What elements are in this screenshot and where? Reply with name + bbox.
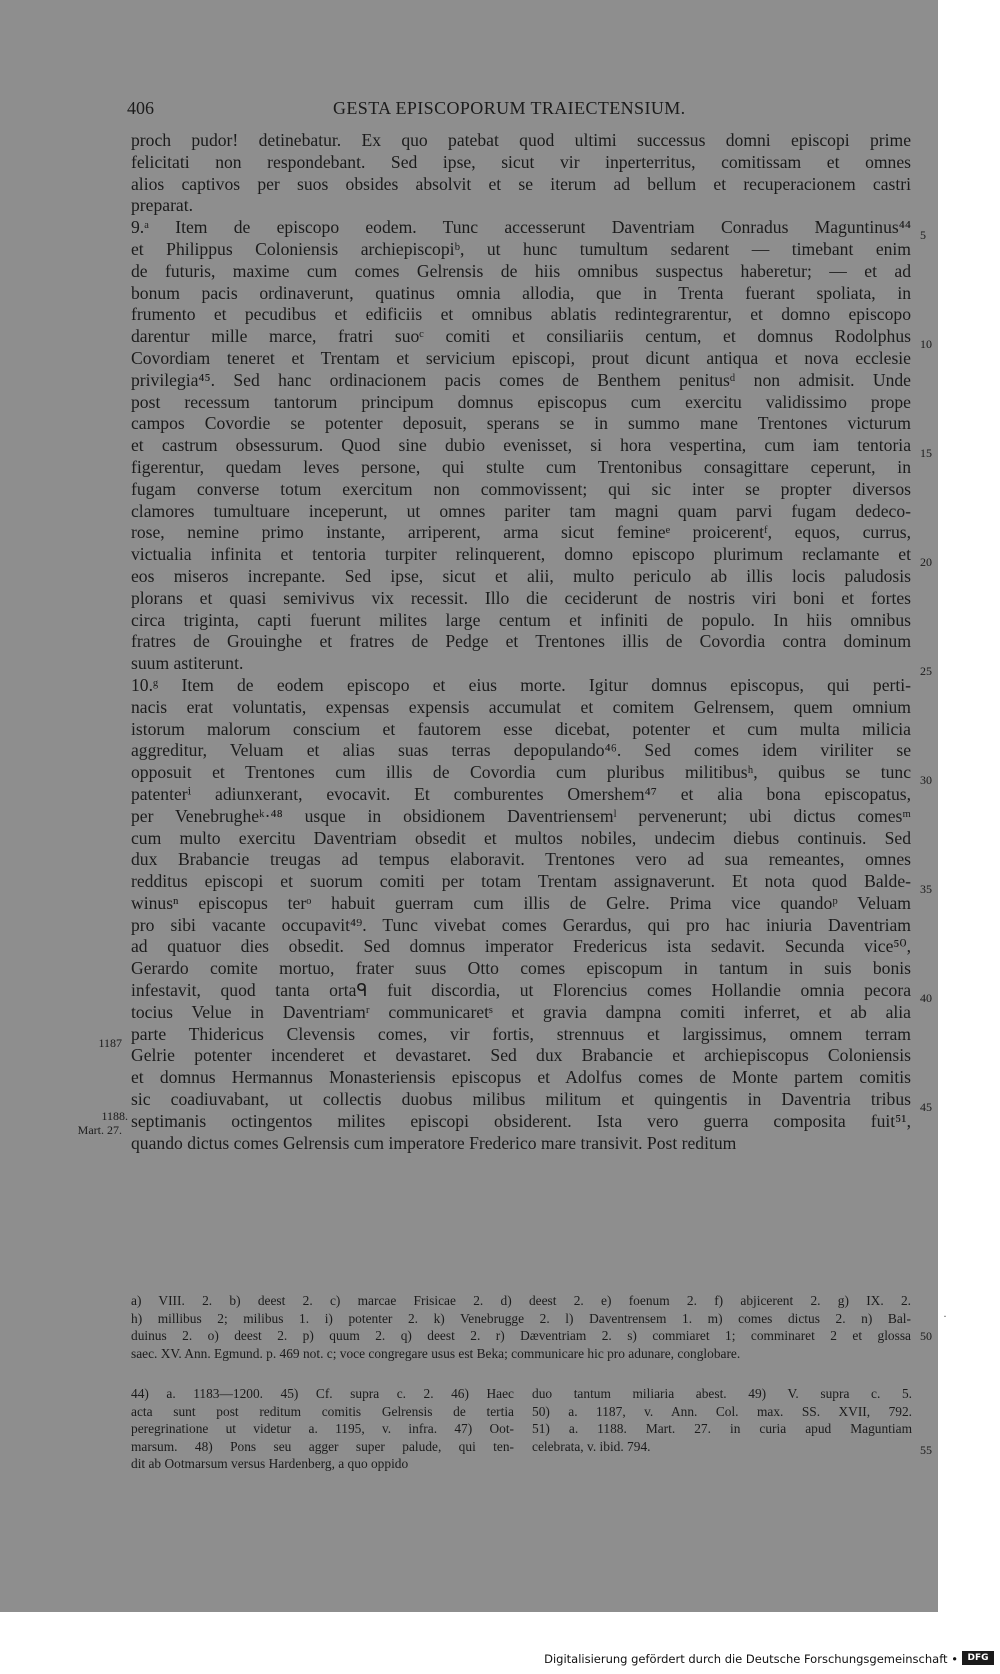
text-line: parte Thidericus Clevensis comes, vir fortis, strennuus et largissimus, omnem terram (131, 1023, 911, 1044)
text-line: septimanis octingentos milites episcopi obsiderent. Ista vero guerra composita fuit⁵¹, (131, 1110, 911, 1131)
text-line: 51) a. 1188. Mart. 27. in curia apud Maguntiam (532, 1421, 912, 1437)
text-line: 50) a. 1187, v. Ann. Col. max. SS. XVII, 792. (532, 1403, 912, 1419)
stray-mark: · (943, 1309, 947, 1323)
line-number: 45 (920, 1100, 932, 1114)
line-number: 10 (920, 337, 932, 351)
line-number: 20 (920, 555, 932, 569)
commentary-notes (0, 1385, 938, 1495)
text-line: Gelrie potenter incenderet et devastaret. Sed dux Brabancie et archiepiscopus Coloniensis (131, 1045, 911, 1066)
margin-date: Mart. 27. (77, 1123, 122, 1137)
line-number: 25 (920, 664, 932, 678)
footer-credit: Digitalisierung gefördert durch die Deutsche Forschungsgemeinschaft • (544, 1652, 958, 1666)
text-line: figerentur, quedam leves persone, qui stulte cum Trentonibus consagittare ceperunt, in (131, 456, 911, 477)
text-line: dit ab Ootmarsum versus Hardenberg, a quo oppido (131, 1456, 409, 1472)
text-line: proch pudor! detinebatur. Ex quo patebat quod ultimi successus domni episcopi prime (131, 130, 911, 150)
line-number: 55 (920, 1443, 932, 1457)
text-line: campos Covordie se potenter deposuit, sperans se in summo mane Trentones victurum (131, 413, 911, 434)
text-line: darentur mille marce, fratri suoᶜ comiti et consiliariis centum, et domnus Rodolphus (131, 326, 911, 347)
text-line: Gerardo comite mortuo, frater suus Otto comes episcopum in tantum in suis bonis (131, 958, 911, 979)
text-line: saec. XV. Ann. Egmund. p. 469 not. c; voce congregare usus est Beka; communicare hic pro adunare, conglobare. (131, 1345, 741, 1361)
text-line: tocius Velue in Daventriamʳ communicaretˢ et gravia dampna comiti inferret, et ab alia (131, 1001, 911, 1022)
text-line: istorum malorum conscium et fautorem esse dicebat, potenter et cum multa milicia (131, 718, 911, 739)
main-text (131, 130, 911, 1154)
text-line: patenterⁱ adiunxerant, evocavit. Et comburentes Omershem⁴⁷ et alia bona episcopatus, (131, 783, 911, 804)
text-line: de futuris, maxime cum comes Gelrensis de hiis omnibus suspectus haberetur; — et ad (131, 260, 911, 281)
page-number: 406 (127, 98, 154, 118)
text-line: preparat. (131, 195, 194, 216)
line-number: 35 (920, 882, 932, 896)
line-number: 15 (920, 446, 932, 460)
text-line: a) VIII. 2. b) deest 2. c) marcae Frisicae 2. d) deest 2. e) foenum 2. f) abjicerent 2. g) IX. 2. (131, 1293, 911, 1308)
line-number: 5 (920, 228, 926, 242)
text-line: alios captivos per suos obsides absolvit et se iterum ad bellum et recuperacionem castri (131, 173, 911, 194)
text-line: clamores tumultuare inceperunt, ut omnes pariter tam magni quam parvi fugam dedeco- (131, 500, 911, 521)
text-line: et Philippus Coloniensis archiepiscopiᵇ, ut hunc tumultum sedarent — timebant enim (131, 238, 911, 259)
text-line: sic coadiuvabant, ut collectis duobus milibus militum et quingentis in Daventria tribus (131, 1089, 911, 1110)
text-line: aggreditur, Veluam et alias suas terras depopulando⁴⁶. Sed comes idem viriliter se (131, 740, 911, 761)
page-header (0, 98, 938, 122)
text-line: cum multo exercitu Daventriam obsedit et multos nobiles, undecim diebus continuis. Sed (131, 827, 911, 848)
text-line: opposuit et Trentones cum illis de Covordia cum pluribus militibusʰ, quibus se tunc (131, 762, 911, 783)
text-line: ad quatuor dies obsedit. Sed domnus imperator Fredericus ista sedavit. Secunda vice⁵⁰, (131, 936, 911, 957)
text-line: pro sibi vacante occupavit⁴⁹. Tunc vivebat comes Gerardus, qui pro hac iniuria Daventriam (131, 914, 911, 935)
text-line: privilegia⁴⁵. Sed hanc ordinacionem pacis comes de Benthem penitusᵈ non admisit. Unde (131, 369, 911, 390)
text-line: bonum pacis ordinaverunt, quatinus omnia allodia, que in Trenta fuerant spoliata, in (131, 282, 911, 303)
text-line: rose, nemine primo instante, arriperent, arma sicut femineᵉ proicerentᶠ, equos, currus, (131, 522, 911, 543)
text-line: felicitati non respondebant. Sed ipse, sicut vir inperterritus, comitissam et omnes (131, 151, 911, 172)
text-line: 9.ᵃ Item de episcopo eodem. Tunc accesserunt Daventriam Conradus Maguntinus⁴⁴ (131, 217, 911, 238)
text-line: acta sunt post reditum comitis Gelrensis de tertia (131, 1403, 514, 1419)
text-line: quando dictus comes Gelrensis cum imperatore Frederico mare transivit. Post reditum (131, 1132, 737, 1153)
text-line: eos miseros increpante. Sed ipse, sicut et alii, multo periculo ab illis locis paludosis (131, 565, 911, 586)
text-line: frumento et pecudibus et edificiis et omnibus ablatis redintegrarentur, et domno episcopo (131, 304, 911, 325)
text-line: 44) a. 1183—1200. 45) Cf. supra c. 2. 46) Haec (131, 1386, 514, 1401)
text-line: peregrinatione ut videtur a. 1195, v. infra. 47) Oot- (131, 1421, 514, 1437)
text-line: h) millibus 2; milibus 1. i) potenter 2. k) Venebrugge 2. l) Daventrensem 1. m) comes dictus 2. n) Bal- (131, 1310, 911, 1326)
text-line: duinus 2. o) deest 2. p) quum 2. q) deest 2. r) Dæventriam 2. s) commiaret 1; comminaret 2 et glossa (131, 1328, 911, 1344)
running-head: GESTA EPISCOPORUM TRAIECTENSIUM. (333, 98, 686, 118)
text-line: et domnus Hermannus Monasteriensis episcopus et Adolfus comes de Monte partem comitis (131, 1067, 911, 1088)
digitization-footer (0, 1612, 1000, 1674)
line-number: 50 (920, 1329, 932, 1343)
line-number: 40 (920, 991, 932, 1005)
text-line: post recessum tantorum principum domnus episcopus cum exercitu validissimo prope (131, 391, 911, 412)
text-line: nacis erat voluntatis, expensas expensis accumulat et comitem Gelrensem, quem omnium (131, 696, 911, 717)
margin-year: 1187 (98, 1036, 122, 1050)
text-line: fratres de Grouinghe et fratres de Pedge et Trentones illis de Covordia contra dominum (131, 631, 911, 652)
text-line: circa triginta, capti fuerunt milites large centum et infiniti de populo. In hiis omnibus (131, 609, 911, 630)
variant-notes (131, 1292, 911, 1362)
text-line: fugam converse totum exercitum non commovissent; qui sic inter se propter diversos (131, 478, 911, 499)
commentary-column-right (532, 1385, 912, 1455)
text-line: per Venebrugheᵏ·⁴⁸ usque in obsidionem Daventriensemˡ pervenerunt; ubi dictus comesᵐ (131, 805, 911, 826)
text-line: infestavit, quod tanta ortaᑫ fuit discordia, ut Florencius comes Hollandie omnia pecora (131, 980, 911, 1001)
text-line: 10.ᵍ Item de eodem episcopo et eius morte. Igitur domnus episcopus, qui perti- (131, 674, 911, 695)
text-line: redditus episcopi et suorum comiti per totam Trentam assignaverunt. Et nota quod Balde- (131, 871, 911, 892)
text-line: winusⁿ episcopus terᵒ habuit guerram cum illis de Gelre. Prima vice quandoᵖ Veluam (131, 892, 911, 913)
text-line: duo tantum miliaria abest. 49) V. supra c. 5. (532, 1386, 912, 1401)
margin-year: 1188. (101, 1109, 128, 1123)
line-number: 30 (920, 773, 932, 787)
commentary-column-left (131, 1385, 514, 1473)
text-line: marsum. 48) Pons seu agger super palude, qui ten- (131, 1438, 514, 1454)
text-line: Covordiam teneret et Trentam et servicium episcopi, prout dicunt antiqua et nova ecclesie (131, 347, 911, 368)
text-line: et castrum obsessurum. Quod sine dubio evenisset, si hora vespertina, cum iam tentoria (131, 435, 911, 456)
text-line: plorans et quasi semivivus vix recessit. Illo die ceciderunt de nostris viri boni et fortes (131, 587, 911, 608)
text-line: suum astiterunt. (131, 653, 244, 674)
text-line: victualia infinita et tentoria turpiter relinquerent, domno episcopo plurimum reclamante et (131, 544, 911, 565)
text-line: celebrata, v. ibid. 794. (532, 1438, 651, 1454)
dfg-logo: DFG (962, 1651, 994, 1665)
text-line: dux Brabancie treugas ad tempus elaboravit. Trentones vero ad sua remeantes, omnes (131, 849, 911, 870)
